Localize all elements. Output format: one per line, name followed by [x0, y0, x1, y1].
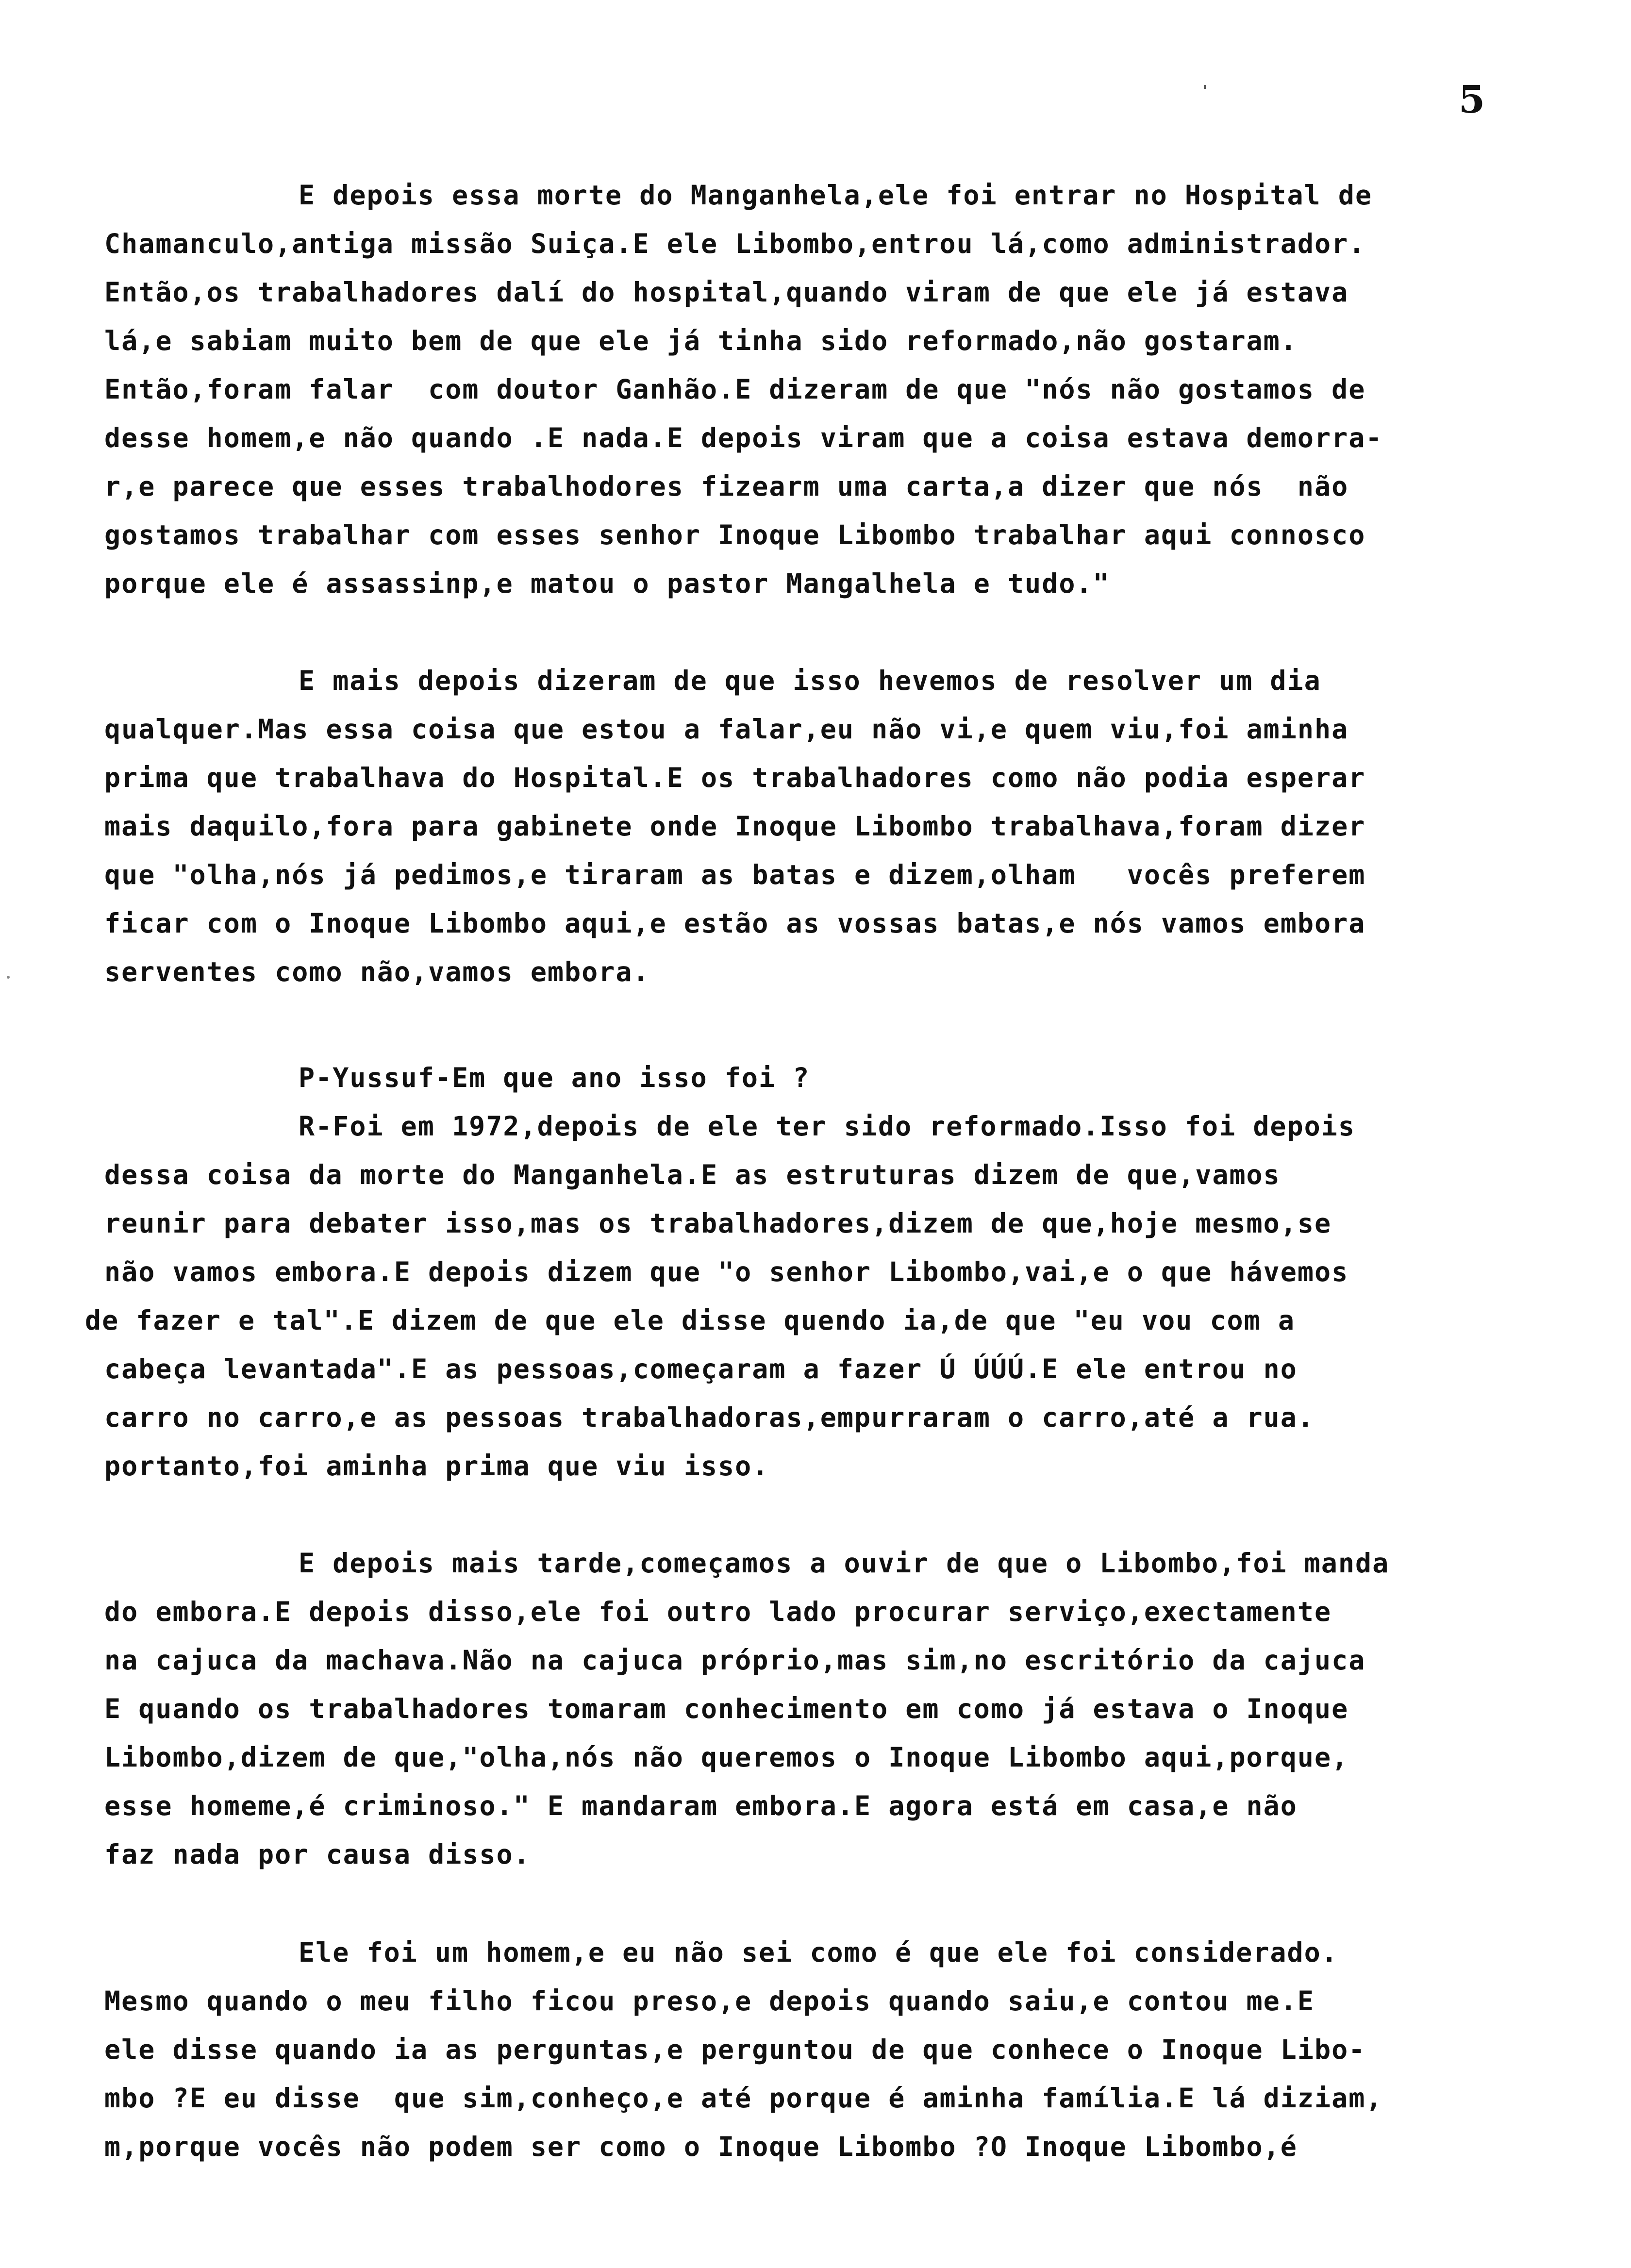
- page-number: 5: [1459, 78, 1485, 122]
- text-line: E depois mais tarde,começamos a ouvir de que o Libombo,foi manda: [299, 1548, 1390, 1579]
- text-line: r,e parece que esses trabalhodores fizearm uma carta,a dizer que nós não: [104, 471, 1349, 502]
- text-line: ele disse quando ia as perguntas,e perguntou de que conhece o Inoque Libo-: [104, 2034, 1366, 2065]
- paragraph-5: [104, 1928, 1582, 2171]
- text-line: lá,e sabiam muito bem de que ele já tinha sido reformado,não gostaram.: [104, 325, 1298, 356]
- text-line: gostamos trabalhar com esses senhor Inoque Libombo trabalhar aqui connosco: [104, 519, 1366, 550]
- text-line: serventes como não,vamos embora.: [104, 956, 650, 987]
- paragraph-1: [104, 171, 1582, 608]
- text-line: Então,foram falar com doutor Ganhão.E dizeram de que "nós não gostamos de: [104, 374, 1366, 405]
- answer-line: R-Foi em 1972,depois de ele ter sido reformado.Isso foi depois: [299, 1111, 1355, 1142]
- paragraph-4: [104, 1539, 1582, 1879]
- text-line: ficar com o Inoque Libombo aqui,e estão as vossas batas,e nós vamos embora: [104, 908, 1366, 939]
- text-line: prima que trabalhava do Hospital.E os trabalhadores como não podia esperar: [104, 762, 1366, 793]
- text-line: porque ele é assassinp,e matou o pastor Mangalhela e tudo.": [104, 568, 1110, 599]
- text-line: E quando os trabalhadores tomaram conhecimento em como já estava o Inoque: [104, 1693, 1349, 1724]
- question-line: P-Yussuf-Em que ano isso foi ?: [299, 1062, 810, 1093]
- text-line: cabeça levantada".E as pessoas,começaram a fazer Ú ÚÚÚ.E ele entrou no: [104, 1353, 1298, 1384]
- scan-speck: [1204, 85, 1206, 89]
- text-line: mais daquilo,fora para gabinete onde Inoque Libombo trabalhava,foram dizer: [104, 811, 1366, 842]
- text-line: de fazer e tal".E dizem de que ele disse quendo ia,de que "eu vou com a: [85, 1305, 1296, 1336]
- text-line: dessa coisa da morte do Manganhela.E as estruturas dizem de que,vamos: [104, 1159, 1281, 1190]
- text-line: reunir para debater isso,mas os trabalhadores,dizem de que,hoje mesmo,se: [104, 1208, 1332, 1239]
- text-line: carro no carro,e as pessoas trabalhadoras,empurraram o carro,até a rua.: [104, 1402, 1315, 1433]
- text-line: esse homeme,é criminoso." E mandaram embora.E agora está em casa,e não: [104, 1790, 1298, 1821]
- text-line: Mesmo quando o meu filho ficou preso,e depois quando saiu,e contou me.E: [104, 1985, 1315, 2017]
- text-line: faz nada por causa disso.: [104, 1839, 531, 1870]
- text-line: Chamanculo,antiga missão Suiça.E ele Libombo,entrou lá,como administrador.: [104, 228, 1366, 259]
- text-line: Libombo,dizem de que,"olha,nós não queremos o Inoque Libombo aqui,porque,: [104, 1742, 1349, 1773]
- text-line: m,porque vocês não podem ser como o Inoque Libombo ?O Inoque Libombo,é: [104, 2131, 1298, 2162]
- scan-speck-margin: [7, 976, 10, 979]
- text-line: mbo ?E eu disse que sim,conheço,e até porque é aminha família.E lá diziam,: [104, 2083, 1383, 2114]
- paragraph-3: [85, 1053, 1582, 1490]
- text-line: que "olha,nós já pedimos,e tiraram as batas e dizem,olham vocês preferem: [104, 859, 1366, 890]
- text-line: Ele foi um homem,e eu não sei como é que ele foi considerado.: [299, 1937, 1338, 1968]
- text-line: desse homem,e não quando .E nada.E depois viram que a coisa estava demorra-: [104, 422, 1383, 453]
- text-line: não vamos embora.E depois dizem que "o senhor Libombo,vai,e o que hávemos: [104, 1256, 1349, 1287]
- text-line: na cajuca da machava.Não na cajuca próprio,mas sim,no escritório da cajuca: [104, 1645, 1366, 1676]
- text-line: do embora.E depois disso,ele foi outro lado procurar serviço,exectamente: [104, 1596, 1332, 1627]
- text-line: qualquer.Mas essa coisa que estou a falar,eu não vi,e quem viu,foi aminha: [104, 714, 1349, 745]
- paragraph-2: [104, 656, 1582, 996]
- text-line: Então,os trabalhadores dalí do hospital,quando viram de que ele já estava: [104, 277, 1349, 308]
- text-line: E depois essa morte do Manganhela,ele foi entrar no Hospital de: [299, 180, 1373, 211]
- text-line: E mais depois dizeram de que isso hevemos de resolver um dia: [299, 665, 1321, 696]
- text-line: portanto,foi aminha prima que viu isso.: [104, 1451, 769, 1482]
